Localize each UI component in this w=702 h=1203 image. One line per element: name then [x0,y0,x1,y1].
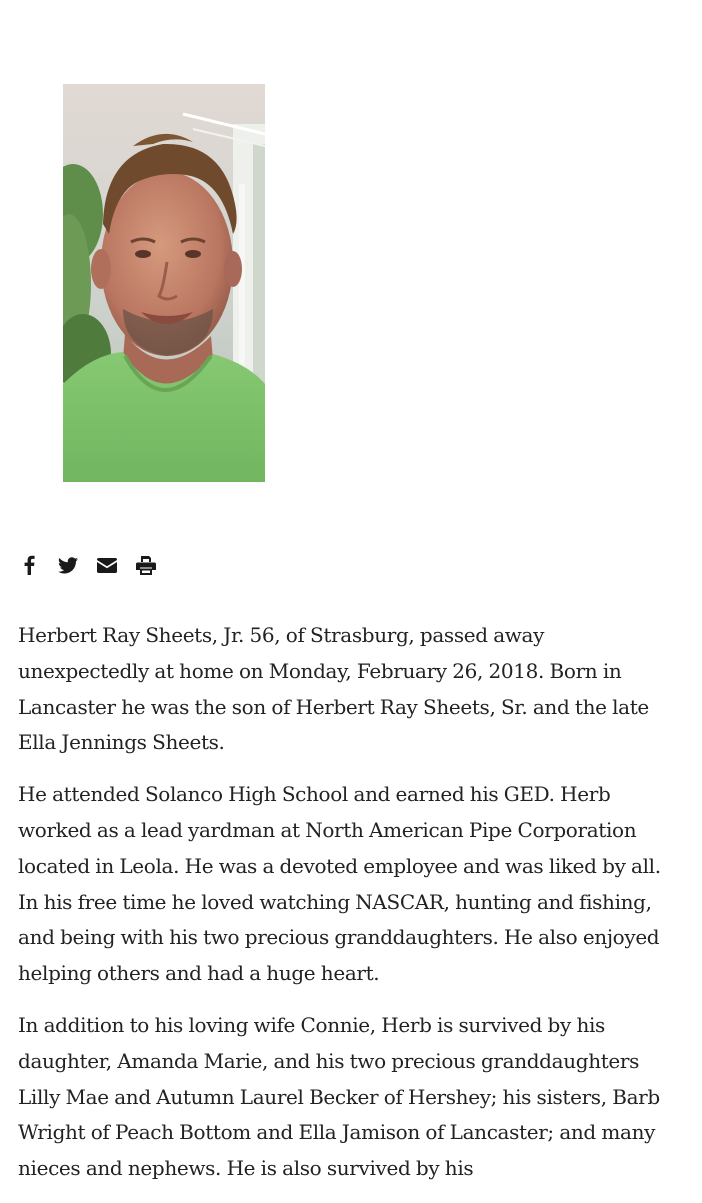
print-icon[interactable] [135,554,157,576]
facebook-icon[interactable] [18,554,40,576]
email-icon[interactable] [96,554,118,576]
paragraph-3: In addition to his loving wife Connie, Herb is survived by his daughter, Amanda Marie, and his two precious granddaughters Lilly Mae and Autumn Laurel Becker of Hershey; his sisters, Barb Wright of Peach Bottom and Ella Jamison of Lancaster; and many nieces and nephews. He is also survived by his [18,1012,660,1181]
twitter-icon[interactable] [57,554,79,576]
paragraph-2: He attended Solanco High School and earned his GED. Herb worked as a lead yardman at North American Pipe Corporation located in Leola. He was a devoted employee and was liked by all. In his free time he loved watching NASCAR, hunting and fishing, and being with his two precious granddaughters. He also enjoyed helping others and had a huge heart. [18,782,661,986]
obituary-body [18,618,678,1203]
paragraph-1: Herbert Ray Sheets, Jr. 56, of Strasburg, passed away unexpectedly at home on Monday, February 26, 2018. Born in Lancaster he was the son of Herbert Ray Sheets, Sr. and the late Ella Jennings Sheets. [18,623,649,755]
obituary-photo [63,84,265,482]
share-bar [18,554,157,576]
